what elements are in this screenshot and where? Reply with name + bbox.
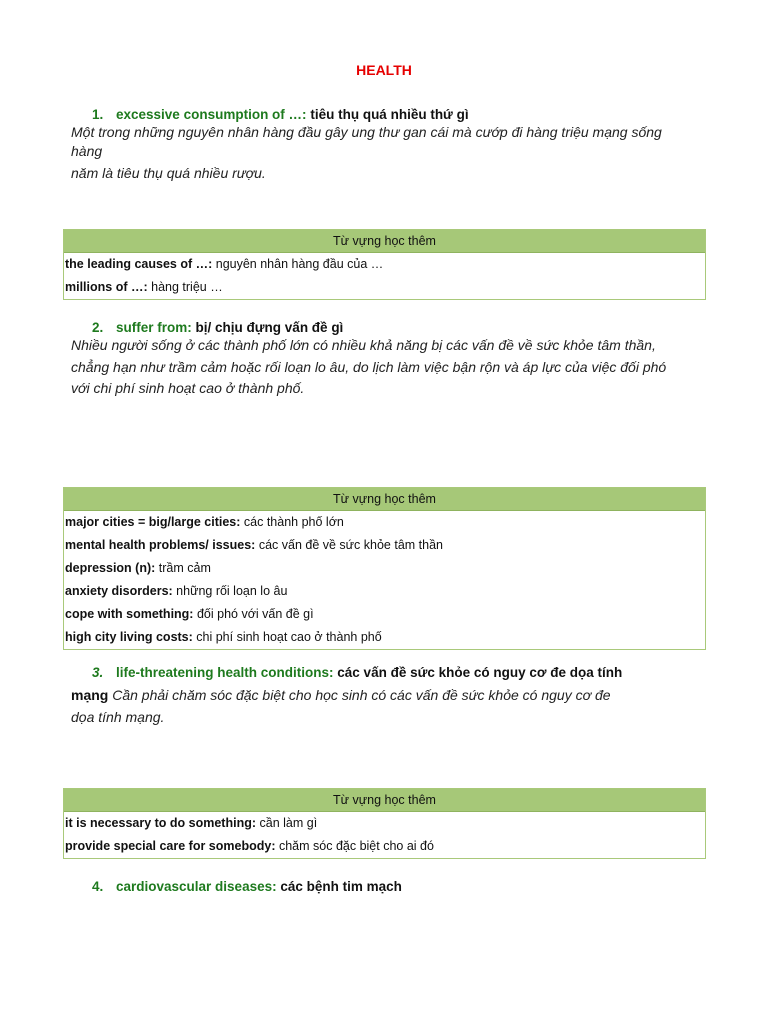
vocab-term: depression (n): bbox=[65, 561, 156, 575]
vocab-meaning: các thành phố lớn bbox=[243, 515, 344, 529]
item-1-number: 1. bbox=[92, 107, 104, 122]
vocab-term: major cities = big/large cities: bbox=[65, 515, 241, 529]
vocab-row bbox=[64, 511, 705, 534]
item-3-meaning: các vấn đề sức khỏe có nguy cơ đe dọa tính bbox=[337, 665, 623, 680]
vocab-row bbox=[64, 626, 705, 649]
item-2-number: 2. bbox=[92, 320, 104, 335]
vocab-meaning: hàng triệu … bbox=[151, 280, 223, 294]
item-4-number: 4. bbox=[92, 879, 104, 894]
vocab-meaning: chi phí sinh hoạt cao ở thành phố bbox=[196, 630, 382, 644]
vocab-meaning: các vấn đề về sức khỏe tâm thần bbox=[258, 538, 443, 552]
item-1-term: excessive consumption of …: bbox=[116, 107, 307, 122]
item-1-heading bbox=[92, 107, 469, 122]
item-1-example-line-2: hàng bbox=[71, 143, 103, 159]
vocab-meaning: trầm cảm bbox=[158, 561, 211, 575]
item-3-example-first: Cần phải chăm sóc đặc biệt cho học sinh có các vấn đề sức khỏe có nguy cơ đe bbox=[112, 687, 611, 703]
vocab-row bbox=[64, 534, 705, 557]
page-title: HEALTH bbox=[356, 62, 412, 78]
vocab-term: mental health problems/ issues: bbox=[65, 538, 256, 552]
vocab-meaning: nguyên nhân hàng đầu của … bbox=[215, 257, 384, 271]
item-3-example-line-1 bbox=[71, 685, 721, 707]
item-2-term: suffer from: bbox=[116, 320, 192, 335]
vocab-row bbox=[64, 557, 705, 580]
item-3-meaning-cont: mạng bbox=[71, 687, 109, 703]
item-4-heading bbox=[92, 879, 402, 894]
item-1-example bbox=[71, 123, 721, 183]
item-3-heading bbox=[92, 665, 622, 680]
vocab-row bbox=[64, 276, 705, 299]
vocab-term: it is necessary to do something: bbox=[65, 816, 257, 830]
item-2-meaning: bị/ chịu đựng vấn đề gì bbox=[195, 320, 344, 335]
item-3-example bbox=[71, 685, 721, 728]
vocab-term: anxiety disorders: bbox=[65, 584, 173, 598]
item-4-term: cardiovascular diseases: bbox=[116, 879, 277, 894]
item-3-example-line-2: dọa tính mạng. bbox=[71, 708, 165, 725]
vocab-row bbox=[64, 603, 705, 626]
vocab-meaning: chăm sóc đặc biệt cho ai đó bbox=[278, 839, 434, 853]
vocab-row bbox=[64, 835, 705, 858]
vocab-term: cope with something: bbox=[65, 607, 194, 621]
vocab-table-1 bbox=[63, 229, 706, 300]
item-2-example-line-3: với chi phí sinh hoạt cao ở thành phố. bbox=[71, 380, 305, 396]
item-2-example-line-2: chẳng hạn như trầm cảm hoặc rối loạn lo âu, do lịch làm việc bận rộn và áp lực của việc đối phó bbox=[71, 358, 667, 375]
vocab-row bbox=[64, 812, 705, 835]
vocab-meaning: những rối loạn lo âu bbox=[176, 584, 288, 598]
vocab-meaning: cần làm gì bbox=[259, 816, 318, 830]
vocab-row bbox=[64, 580, 705, 603]
item-2-example-line-1: Nhiều người sống ở các thành phố lớn có nhiều khả năng bị các vấn đề về sức khỏe tâm thần, bbox=[71, 337, 656, 353]
item-1-example-line-1: Một trong những nguyên nhân hàng đầu gây ung thư gan cái mà cướp đi hàng triệu mạng sống bbox=[71, 124, 662, 140]
vocab-row bbox=[64, 253, 705, 276]
item-4-meaning: các bệnh tim mạch bbox=[280, 879, 402, 894]
item-2-example bbox=[71, 335, 721, 400]
vocab-term: provide special care for somebody: bbox=[65, 839, 276, 853]
vocab-term: the leading causes of …: bbox=[65, 257, 213, 271]
vocab-table-3 bbox=[63, 788, 706, 859]
vocab-table-header: Từ vựng học thêm bbox=[64, 789, 705, 812]
vocab-term: millions of …: bbox=[65, 280, 148, 294]
vocab-table-header: Từ vựng học thêm bbox=[64, 230, 705, 253]
vocab-term: high city living costs: bbox=[65, 630, 193, 644]
vocab-table-header: Từ vựng học thêm bbox=[64, 488, 705, 511]
vocab-table-2 bbox=[63, 487, 706, 650]
item-2-heading bbox=[92, 320, 343, 335]
item-3-number: 3. bbox=[92, 665, 104, 680]
item-3-term: life-threatening health conditions: bbox=[116, 665, 334, 680]
vocab-meaning: đối phó với vấn đề gì bbox=[196, 607, 314, 621]
item-1-meaning: tiêu thụ quá nhiều thứ gì bbox=[310, 107, 469, 122]
item-1-example-line-3: năm là tiêu thụ quá nhiều rượu. bbox=[71, 165, 266, 181]
